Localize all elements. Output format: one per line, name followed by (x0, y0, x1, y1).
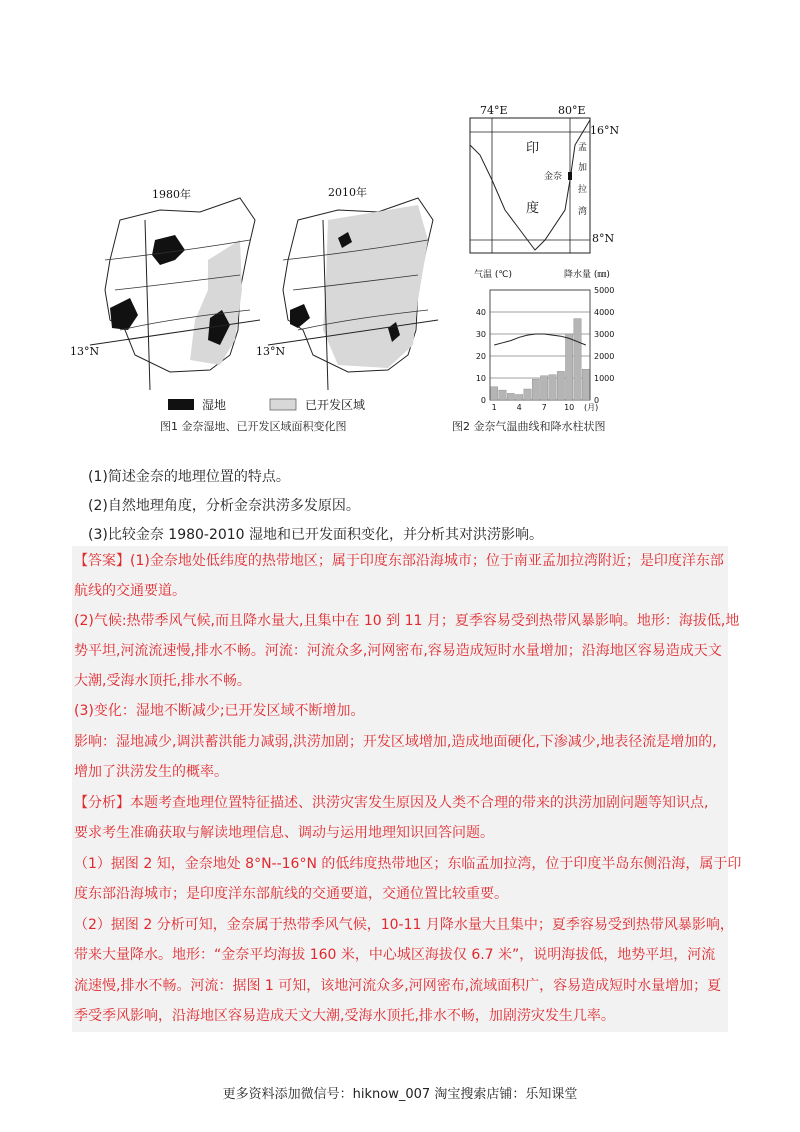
bay-char-2: 加 (578, 163, 588, 173)
bay-char-3: 拉 (578, 185, 588, 195)
analysis-line: （2）据图 2 分析可知，金奈属于热带季风气候，10-11 月降水量大且集中；夏季容易受到热带风暴影响， (74, 917, 734, 933)
answer-line: 势平坦,河流流速慢,排水不畅。河流：河流众多,河网密布,容易造成短时水量增加；沿海地区容易造成天文 (74, 643, 722, 659)
right-axis-label: 降水量 (㎜) (564, 270, 610, 280)
lat-label-top: 16°N (590, 124, 620, 137)
question-1: (1)简述金奈的地理位置的特点。 (88, 469, 290, 485)
left-tick-label: 30 (475, 330, 486, 339)
question-2: (2)自然地理角度，分析金奈洪涝多发原因。 (88, 498, 360, 514)
precip-bar (566, 334, 573, 400)
page-footer: 更多资料添加微信号：hiknow_007 淘宝搜索店铺：乐知课堂 (222, 1087, 578, 1102)
figures-area (0, 0, 800, 440)
figure-2-caption: 图2 金奈气温曲线和降水柱状图 (452, 420, 606, 433)
precip-bar (524, 389, 531, 400)
analysis-line: （1）据图 2 知，金奈地处 8°N--16°N 的低纬度热带地区；东临孟加拉湾，位于印度半岛东侧沿海，属于印 (74, 856, 742, 872)
bay-char-1: 孟 (578, 143, 588, 153)
right-tick-label: 0 (594, 396, 600, 405)
analysis-line: 度东部沿海城市；是印度洋东部航线的交通要道，交通位置比较重要。 (74, 886, 508, 902)
country-label-2: 度 (526, 201, 540, 216)
right-tick-label: 5000 (594, 286, 615, 295)
left-tick-label: 10 (475, 374, 486, 383)
legend-developed-swatch (270, 399, 296, 410)
answer-line: (2)气候:热带季风气候,而且降水量大,且集中在 10 到 11 月；夏季容易受到热带风暴影响。地形：海拔低,地 (74, 613, 740, 629)
legend-developed-label: 已开发区域 (305, 398, 366, 412)
analysis-line: 带来大量降水。地形：“金奈平均海拔 160 米，中心城区海拔仅 6.7 米”，说明海拔低，地势平坦，河流 (74, 947, 716, 963)
precip-bar (532, 379, 539, 400)
country-label-1: 印 (526, 141, 540, 156)
location-map (440, 100, 630, 260)
x-axis-unit: (月) (584, 403, 599, 412)
year-label-2010: 2010年 (328, 186, 367, 199)
chennai-marker (568, 172, 572, 180)
answer-line: 增加了洪涝发生的概率。 (74, 764, 228, 780)
map-2010 (256, 198, 438, 390)
precip-bar (499, 390, 506, 400)
question-3: (3)比较金奈 1980-2010 湿地和已开发面积变化，并分析其对洪涝影响。 (88, 527, 544, 543)
answer-line: 【答案】(1)金奈地处低纬度的热带地区；属于印度东部沿海城市；位于南亚孟加拉湾附近；是印度洋东部 (74, 553, 724, 569)
bay-char-4: 湾 (578, 207, 588, 217)
lon-label-right: 80°E (558, 104, 586, 117)
lat-label-bottom: 8°N (592, 232, 615, 245)
left-tick-label: 20 (475, 352, 486, 361)
lat-label-left: 13°N (70, 345, 100, 358)
answer-line: 航线的交通要道。 (74, 583, 186, 599)
precip-bar (574, 319, 581, 400)
precip-bar (516, 395, 523, 401)
precip-bar (549, 375, 556, 400)
precip-bar (557, 371, 564, 400)
analysis-line: 要求考生准确获取与解读地理信息、调动与运用地理知识回答问题。 (74, 825, 494, 841)
left-axis-label: 气温 (℃) (474, 270, 512, 280)
lat-label-right: 13°N (256, 345, 286, 358)
right-tick-label: 2000 (594, 352, 615, 361)
precip-bar (582, 369, 589, 400)
left-tick-label: 40 (475, 308, 486, 317)
precip-bar (541, 376, 548, 400)
answer-line: 影响：湿地减少,调洪蓄洪能力减弱,洪涝加剧；开发区域增加,造成地面硬化,下渗减少,地表径流是增加的, (74, 734, 717, 750)
right-tick-label: 4000 (594, 308, 615, 317)
analysis-line: 流速慢,排水不畅。河流：据图 1 可知，该地河流众多,河网密布,流域面积广，容易造成短时水量增加；夏 (74, 978, 722, 994)
analysis-line: 【分析】本题考查地理位置特征描述、洪涝灾害发生原因及人类不合理的带来的洪涝加剧问题等知识点, (74, 795, 709, 811)
analysis-line: 季受季风影响，沿海地区容易造成天文大潮,受海水顶托,排水不畅，加剧涝灾发生几率。 (74, 1008, 615, 1024)
x-tick-label: 4 (516, 403, 522, 412)
year-label-1980: 1980年 (152, 188, 191, 201)
x-tick-label: 10 (564, 403, 575, 412)
x-tick-label: 1 (491, 403, 497, 412)
lon-label-left: 74°E (480, 104, 508, 117)
city-label: 金奈 (544, 172, 563, 182)
climate-chart (460, 265, 630, 415)
legend-wetland-swatch (168, 399, 194, 410)
climate-plot (476, 286, 615, 412)
precip-bar (491, 387, 498, 400)
right-tick-label: 1000 (594, 374, 615, 383)
answer-line: 大潮,受海水顶托,排水不畅。 (74, 673, 251, 689)
map-1980 (70, 198, 260, 390)
legend-wetland-label: 湿地 (202, 398, 227, 412)
left-tick-label: 0 (480, 396, 486, 405)
figure-1-caption: 图1 金奈湿地、已开发区域面积变化图 (160, 420, 347, 433)
answer-line: (3)变化：湿地不断减少;已开发区域不断增加。 (74, 703, 365, 719)
precip-bar (507, 393, 514, 400)
chennai-wetland-map (70, 180, 450, 440)
right-tick-label: 3000 (594, 330, 615, 339)
x-tick-label: 7 (541, 403, 547, 412)
